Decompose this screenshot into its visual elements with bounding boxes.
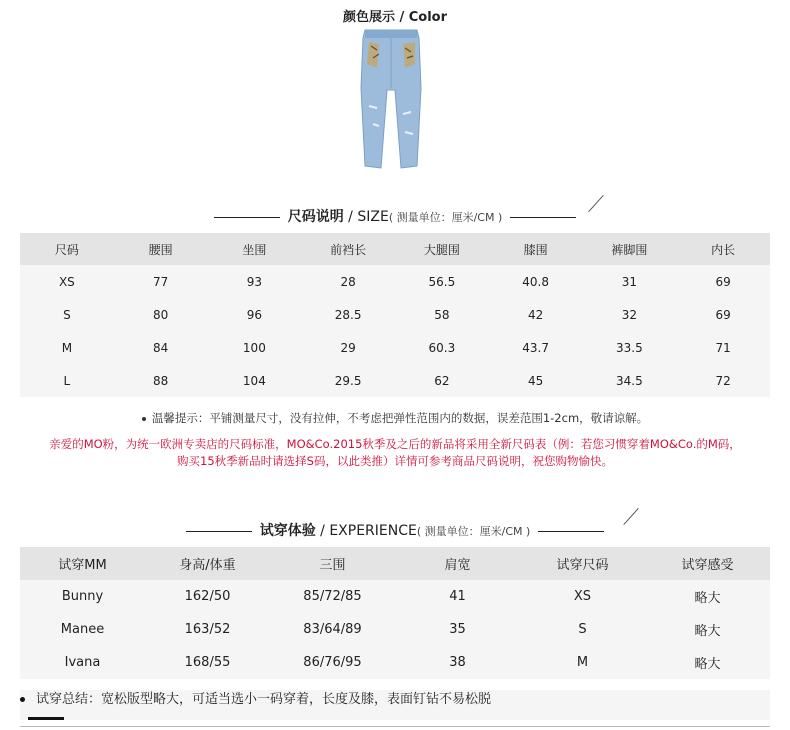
table-cell: 29 (301, 331, 395, 364)
table-cell: 31 (583, 265, 677, 298)
table-cell: 71 (676, 331, 770, 364)
notice-line: 亲爱的MO粉，为统一欧洲专卖店的尺码标准，MO&Co.2015秋季及之后的新品将采用全新尺码表（例：若您习惯穿着MO&Co.的M码， (49, 437, 741, 451)
table-cell: 168/55 (145, 646, 270, 679)
header-cell: 内长 (711, 242, 736, 257)
table-cell: 84 (114, 331, 208, 364)
experience-table (20, 547, 770, 679)
notice-line: 购买15秋季新品时请选择S码，以此类推）详情可参考商品尺码说明，祝您购物愉快。 (177, 454, 613, 468)
jeans-product-image (355, 28, 427, 170)
table-cell: M (20, 331, 114, 364)
header-cell: 身高/体重 (179, 558, 236, 573)
table-row (20, 298, 770, 331)
table-cell: S (20, 298, 114, 331)
table-cell: 略大 (645, 613, 770, 646)
table-cell: 100 (208, 331, 302, 364)
header-cell: 肩宽 (444, 558, 471, 573)
table-cell: 28.5 (301, 298, 395, 331)
experience-title-zh: 试穿体验 (259, 523, 316, 539)
title-divider-right (510, 217, 576, 218)
experience-title-en: / EXPERIENCE (315, 523, 417, 539)
table-cell: 34.5 (583, 364, 677, 397)
table-cell: S (520, 613, 645, 646)
title-divider-left (214, 217, 280, 218)
header-cell: 坐围 (242, 242, 267, 257)
table-cell: 略大 (645, 580, 770, 613)
table-cell: 104 (208, 364, 302, 397)
size-unit: ( 测量单位：厘米/CM ) (388, 211, 503, 224)
size-notice (20, 436, 770, 470)
table-cell: 85/72/85 (270, 580, 395, 613)
size-table-header (20, 233, 770, 265)
table-cell: 163/52 (145, 613, 270, 646)
header-cell: 三围 (319, 558, 346, 573)
size-table (20, 233, 770, 397)
table-cell: 162/50 (145, 580, 270, 613)
table-cell: Manee (20, 613, 145, 646)
header-cell: 试穿感受 (681, 558, 734, 573)
table-cell: XS (20, 265, 114, 298)
bottom-divider (20, 726, 770, 727)
table-cell: 80 (114, 298, 208, 331)
table-cell: 69 (676, 298, 770, 331)
bullet-icon (142, 417, 146, 421)
table-cell: 72 (676, 364, 770, 397)
table-cell: 40.8 (489, 265, 583, 298)
header-cell: 腰围 (148, 242, 173, 257)
table-cell: 93 (208, 265, 302, 298)
bullet-icon (20, 697, 25, 702)
header-cell: 尺码 (54, 242, 79, 257)
table-cell: 58 (395, 298, 489, 331)
table-cell: 45 (489, 364, 583, 397)
table-cell: 60.3 (395, 331, 489, 364)
table-row (20, 613, 770, 646)
table-cell: XS (520, 580, 645, 613)
fitting-summary (20, 690, 770, 720)
table-cell: 33.5 (583, 331, 677, 364)
experience-table-header (20, 547, 770, 580)
size-title-zh: 尺码说明 (287, 209, 344, 225)
table-cell: 32 (583, 298, 677, 331)
table-cell: 86/76/95 (270, 646, 395, 679)
header-cell: 试穿MM (58, 558, 107, 573)
table-cell: Bunny (20, 580, 145, 613)
experience-unit: ( 测量单位：厘米/CM ) (416, 525, 531, 538)
header-cell: 膝围 (523, 242, 548, 257)
table-cell: 29.5 (301, 364, 395, 397)
table-cell: 28 (301, 265, 395, 298)
table-cell: 42 (489, 298, 583, 331)
header-cell: 裤脚围 (611, 242, 648, 257)
accent-bar (28, 717, 64, 720)
table-row (20, 646, 770, 679)
table-cell: 77 (114, 265, 208, 298)
table-cell: 56.5 (395, 265, 489, 298)
table-cell: M (520, 646, 645, 679)
measurement-tip (0, 410, 790, 426)
summary-text: 试穿总结：宽松版型略大，可适当选小一码穿着，长度及膝，表面钉钻不易松脱 (36, 692, 492, 707)
table-row (20, 265, 770, 298)
table-cell: 略大 (645, 646, 770, 679)
table-cell: 83/64/89 (270, 613, 395, 646)
table-row (20, 580, 770, 613)
header-cell: 大腿围 (423, 242, 460, 257)
title-divider-left (186, 531, 252, 532)
tip-text: 温馨提示：平铺测量尺寸，没有拉伸，不考虑把弹性范围内的数据，误差范围1-2cm，敬请谅解。 (151, 411, 649, 425)
table-cell: 38 (395, 646, 520, 679)
header-cell: 试穿尺码 (556, 558, 609, 573)
table-cell: 43.7 (489, 331, 583, 364)
table-cell: 69 (676, 265, 770, 298)
table-row (20, 364, 770, 397)
table-cell: 96 (208, 298, 302, 331)
table-cell: 35 (395, 613, 520, 646)
table-cell: L (20, 364, 114, 397)
title-divider-right (538, 531, 604, 532)
table-cell: Ivana (20, 646, 145, 679)
table-cell: 41 (395, 580, 520, 613)
size-title-en: / SIZE (343, 209, 389, 225)
color-section-title: 颜色展示 / Color (342, 10, 448, 25)
header-cell: 前裆长 (330, 242, 367, 257)
table-cell: 88 (114, 364, 208, 397)
table-cell: 62 (395, 364, 489, 397)
experience-section-title (0, 520, 790, 540)
table-row (20, 331, 770, 364)
size-section-title (0, 206, 790, 226)
